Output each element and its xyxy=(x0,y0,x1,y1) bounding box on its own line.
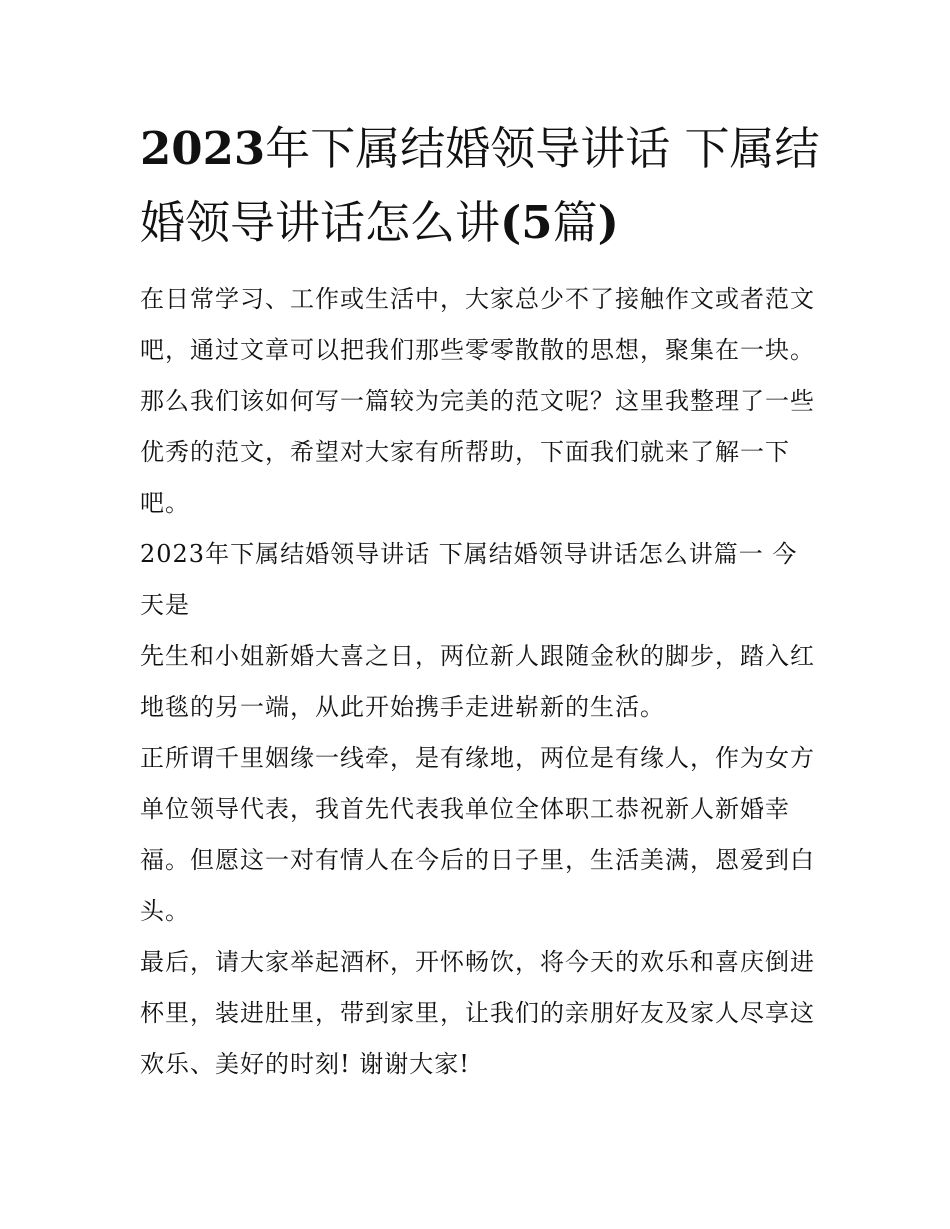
body-paragraph: 正所谓千里姻缘一线牵，是有缘地，两位是有缘人，作为女方单位领导代表，我首先代表我单位全体职工恭祝新人新婚幸福。但愿这一对有情人在今后的日子里，生活美满，恩爱到白头。 xyxy=(140,744,815,925)
title-year: 2023 xyxy=(140,122,266,175)
title-count-unit: 篇 xyxy=(552,196,598,249)
document-body xyxy=(140,274,820,1090)
closing-paragraph: 最后，请大家举起酒杯，开怀畅饮，将今天的欢乐和喜庆倒进杯里，装进肚里，带到家里，让我们的亲朋好友及家人尽享这欢乐、美好的时刻! 谢谢大家! xyxy=(140,948,815,1078)
section-heading-paragraph: 2023年下属结婚领导讲话 下属结婚领导讲话怎么讲篇一 今天是 xyxy=(140,540,798,619)
title-count: (5 xyxy=(500,196,553,249)
title-close-paren: ) xyxy=(597,196,619,249)
body-paragraph: 先生和小姐新婚大喜之日，两位新人跟随金秋的脚步，踏入红地毯的另一端，从此开始携手走进崭新的生活。 xyxy=(140,642,815,721)
intro-paragraph: 在日常学习、工作或生活中，大家总少不了接触作文或者范文吧，通过文章可以把我们那些零零散散的思想，聚集在一块。那么我们该如何写一篇较为完美的范文呢？这里我整理了一些优秀的范文，希望对大家有所帮助，下面我们就来了解一下吧。 xyxy=(140,285,815,517)
document-title xyxy=(140,112,820,260)
title-text: 年下属结婚领导讲话 下属结婚领导讲话怎么讲 xyxy=(140,122,820,249)
